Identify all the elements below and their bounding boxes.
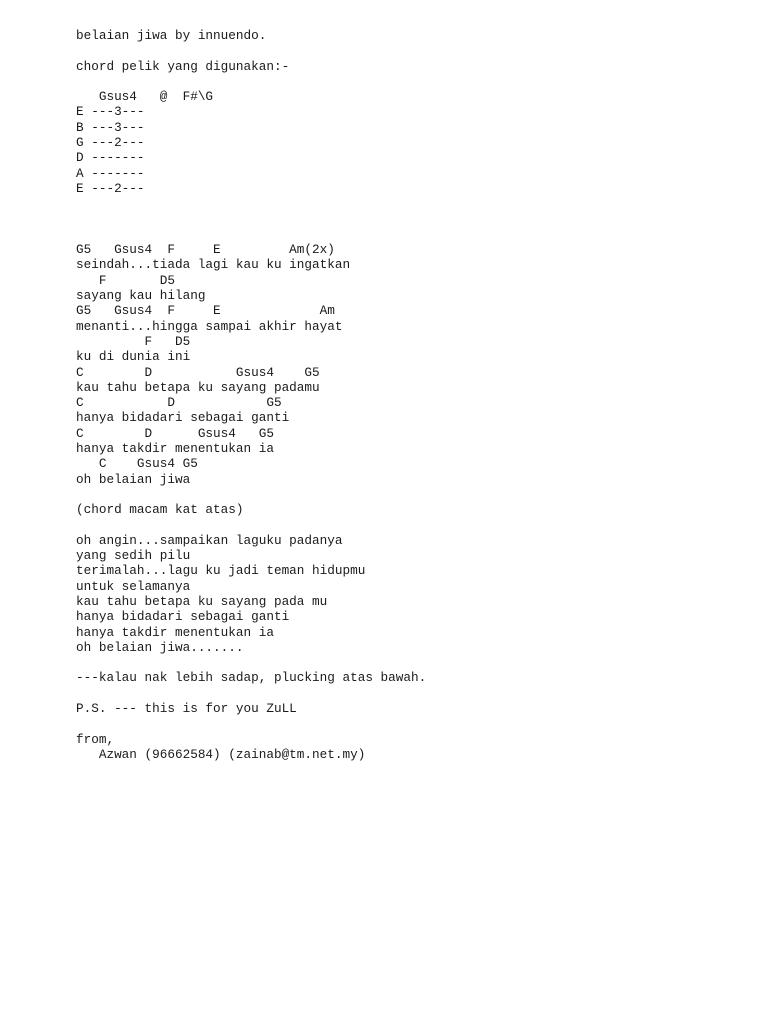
blank-line: [76, 74, 756, 89]
postscript-line: P.S. --- this is for you ZuLL: [76, 701, 297, 717]
blank-line: [76, 655, 756, 670]
blank-line: [76, 686, 756, 701]
lyric-line: seindah...tiada lagi kau ku ingatkan: [76, 257, 351, 273]
lyric-line: yang sedih pilu: [76, 548, 191, 564]
lyric-line: hanya bidadari sebagai ganti: [76, 609, 290, 625]
chord-line: G5 Gsus4 F E Am: [76, 303, 335, 319]
chord-diagram-header: Gsus4 @ F#\G: [76, 89, 214, 105]
blank-line: [76, 227, 756, 242]
chord-intro-line: chord pelik yang digunakan:-: [76, 58, 290, 74]
chord-line: F D5: [76, 333, 191, 349]
lyric-line: hanya takdir menentukan ia: [76, 624, 274, 640]
signature-from: from,: [76, 731, 115, 747]
chord-line: C D G5: [76, 395, 282, 411]
tab-line-d: D -------: [76, 150, 145, 166]
title-line: belaian jiwa by innuendo.: [76, 28, 267, 43]
blank-line: [76, 518, 756, 533]
blank-line: [76, 43, 756, 58]
lyric-line: kau tahu betapa ku sayang pada mu: [76, 593, 328, 609]
signature-contact: Azwan (96662584) (zainab@tm.net.my): [76, 746, 366, 762]
chord-line: G5 Gsus4 F E Am(2x): [76, 242, 335, 258]
lyric-line: oh angin...sampaikan laguku padanya: [76, 532, 343, 548]
lyrics-document: [76, 28, 756, 762]
note-line: (chord macam kat atas): [76, 502, 244, 518]
chord-line: C D Gsus4 G5: [76, 364, 320, 380]
blank-line: [76, 196, 756, 211]
chord-line: C D Gsus4 G5: [76, 425, 274, 441]
lyric-line: terimalah...lagu ku jadi teman hidupmu: [76, 563, 366, 579]
lyric-line: kau tahu betapa ku sayang padamu: [76, 379, 320, 395]
tab-line-low-e: E ---2---: [76, 180, 145, 196]
lyric-line: untuk selamanya: [76, 578, 191, 594]
lyric-line: oh belaian jiwa: [76, 471, 191, 487]
tip-line: ---kalau nak lebih sadap, plucking atas bawah.: [76, 670, 427, 686]
tab-line-b: B ---3---: [76, 119, 145, 135]
lyric-line: ku di dunia ini: [76, 349, 191, 365]
blank-line: [76, 716, 756, 731]
tab-line-high-e: E ---3---: [76, 104, 145, 120]
tab-line-g: G ---2---: [76, 135, 145, 151]
lyric-line: hanya bidadari sebagai ganti: [76, 410, 290, 426]
lyric-line: menanti...hingga sampai akhir hayat: [76, 318, 343, 334]
lyric-line: hanya takdir menentukan ia: [76, 441, 274, 457]
lyric-line: sayang kau hilang: [76, 288, 206, 304]
lyric-line: oh belaian jiwa.......: [76, 639, 244, 655]
tab-line-a: A -------: [76, 165, 145, 181]
chord-line: C Gsus4 G5: [76, 456, 198, 472]
blank-line: [76, 212, 756, 227]
chord-line: F D5: [76, 272, 175, 288]
blank-line: [76, 487, 756, 502]
